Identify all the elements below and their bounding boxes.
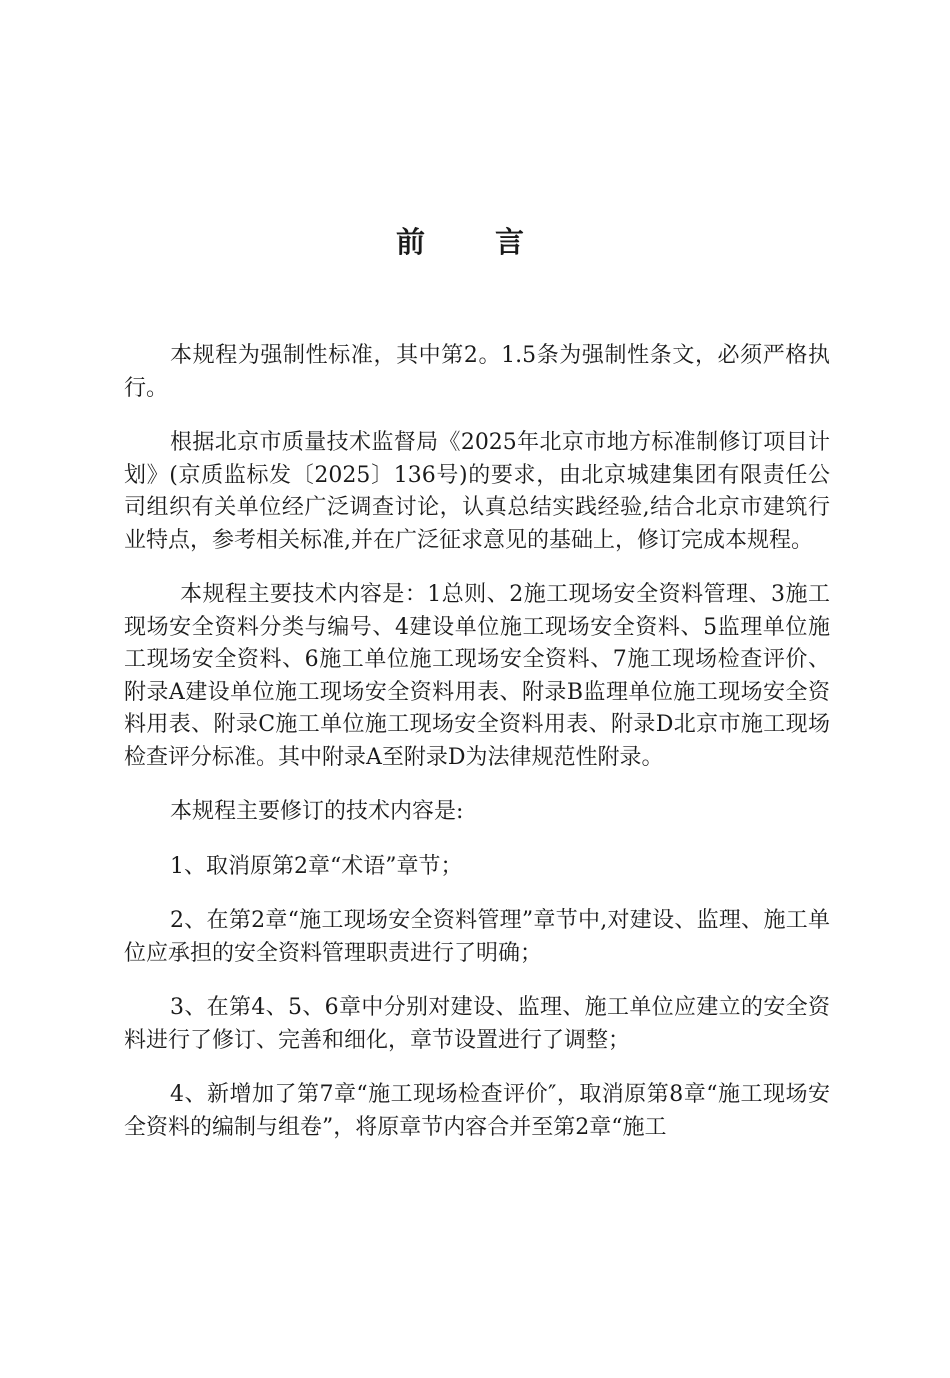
list-item-revision-3: 3、在第4、5、6章中分别对建设、监理、施工单位应建立的安全资料进行了修订、完善和细化，章节设置进行了调整； [124, 995, 830, 1053]
list-item-revision-4: 4、新增加了第7章“施工现场检查评价″，取消原第8章“施工现场安全资料的编制与组卷”，将原章节内容合并至第2章“施工 [124, 1082, 830, 1140]
paragraph-main-contents: 本规程主要技术内容是：1总则、2施工现场安全资料管理、3施工现场安全资料分类与编号、4建设单位施工现场安全资料、5监理单位施工现场安全资料、6施工单位施工现场安全资料、7施工现场检查评价、附录A建设单位施工现场安全资料用表、附录B监理单位施工现场安全资料用表、附录C施工单位施工现场安全资料用表、附录D北京市施工现场检查评分标准。其中附录A至附录D为法律规范性附录。 [124, 582, 830, 770]
body-text [124, 340, 830, 1166]
list-item-revision-1: 1、取消原第2章“术语”章节； [170, 853, 463, 879]
list-item-revision-2: 2、在第2章“施工现场安全资料管理”章节中,对建设、监理、施工单位应承担的安全资料管理职责进行了明确； [124, 908, 830, 966]
page-title: 前 言 [395, 225, 555, 259]
paragraph-revision-basis: 根据北京市质量技术监督局《2025年北京市地方标准制修订项目计划》(京质监标发〔2025〕136号)的要求，由北京城建集团有限责任公司组织有关单位经广泛调查讨论，认真总结实践经验,结合北京市建筑行业特点，参考相关标准,并在广泛征求意见的基础上，修订完成本规程。 [124, 430, 830, 553]
paragraph-revision-intro: 本规程主要修订的技术内容是: [170, 799, 464, 824]
paragraph-mandatory-standard: 本规程为强制性标准，其中第2。1.5条为强制性条文，必须严格执行。 [124, 343, 830, 401]
